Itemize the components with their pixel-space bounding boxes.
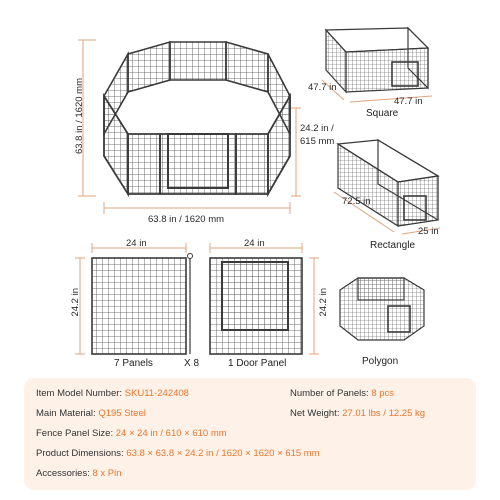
rectangle-short-label: 25 in (418, 226, 439, 237)
square-caption: Square (366, 108, 399, 119)
spec-accessories: Accessories: 8 x Pin (36, 468, 122, 479)
main-height-label: 24.2 in / 615 mm (300, 123, 335, 147)
main-width-label: 63.8 in / 1620 mm (148, 214, 225, 225)
door-panel (210, 258, 302, 354)
rectangle-caption: Rectangle (370, 240, 416, 251)
specs-panel (24, 378, 476, 490)
polygon-caption: Polygon (362, 356, 399, 367)
panel-height-label: 24.2 in (70, 288, 81, 317)
panel-multiplier: X 8 (184, 358, 200, 369)
door-height-label: 24.2 in (318, 288, 329, 317)
spec-panel-size: Fence Panel Size: 24 × 24 in / 610 × 610 mm (36, 428, 227, 439)
spec-dimensions: Product Dimensions: 63.8 × 63.8 × 24.2 in / 1620 × 1620 × 615 mm (36, 448, 320, 459)
square-pen (326, 28, 428, 92)
octagon-back-panels (104, 42, 290, 134)
square-side2-label: 47.7 in (394, 96, 423, 107)
rectangle-long-label: 72.5 in (342, 196, 371, 207)
panel-caption: 7 Panels (114, 358, 153, 369)
main-depth-label: 63.8 in / 1620 mm (74, 78, 85, 155)
spec-material: Main Material: Q195 Steel (36, 408, 146, 419)
panel-width-label: 24 in (126, 238, 147, 249)
spec-model: Item Model Number: SKU11-242408 (36, 388, 189, 399)
rectangle-pen (338, 140, 438, 226)
single-panel (92, 254, 193, 355)
square-side1-label: 47.7 in (308, 82, 337, 93)
door-caption: 1 Door Panel (228, 358, 287, 369)
spec-panels: Number of Panels: 8 pcs (290, 388, 395, 399)
door-width-label: 24 in (244, 238, 265, 249)
octagon-front-panels (104, 96, 290, 194)
polygon-pen (340, 278, 424, 340)
spec-weight: Net Weight: 27.01 lbs / 12.25 kg (290, 408, 426, 419)
